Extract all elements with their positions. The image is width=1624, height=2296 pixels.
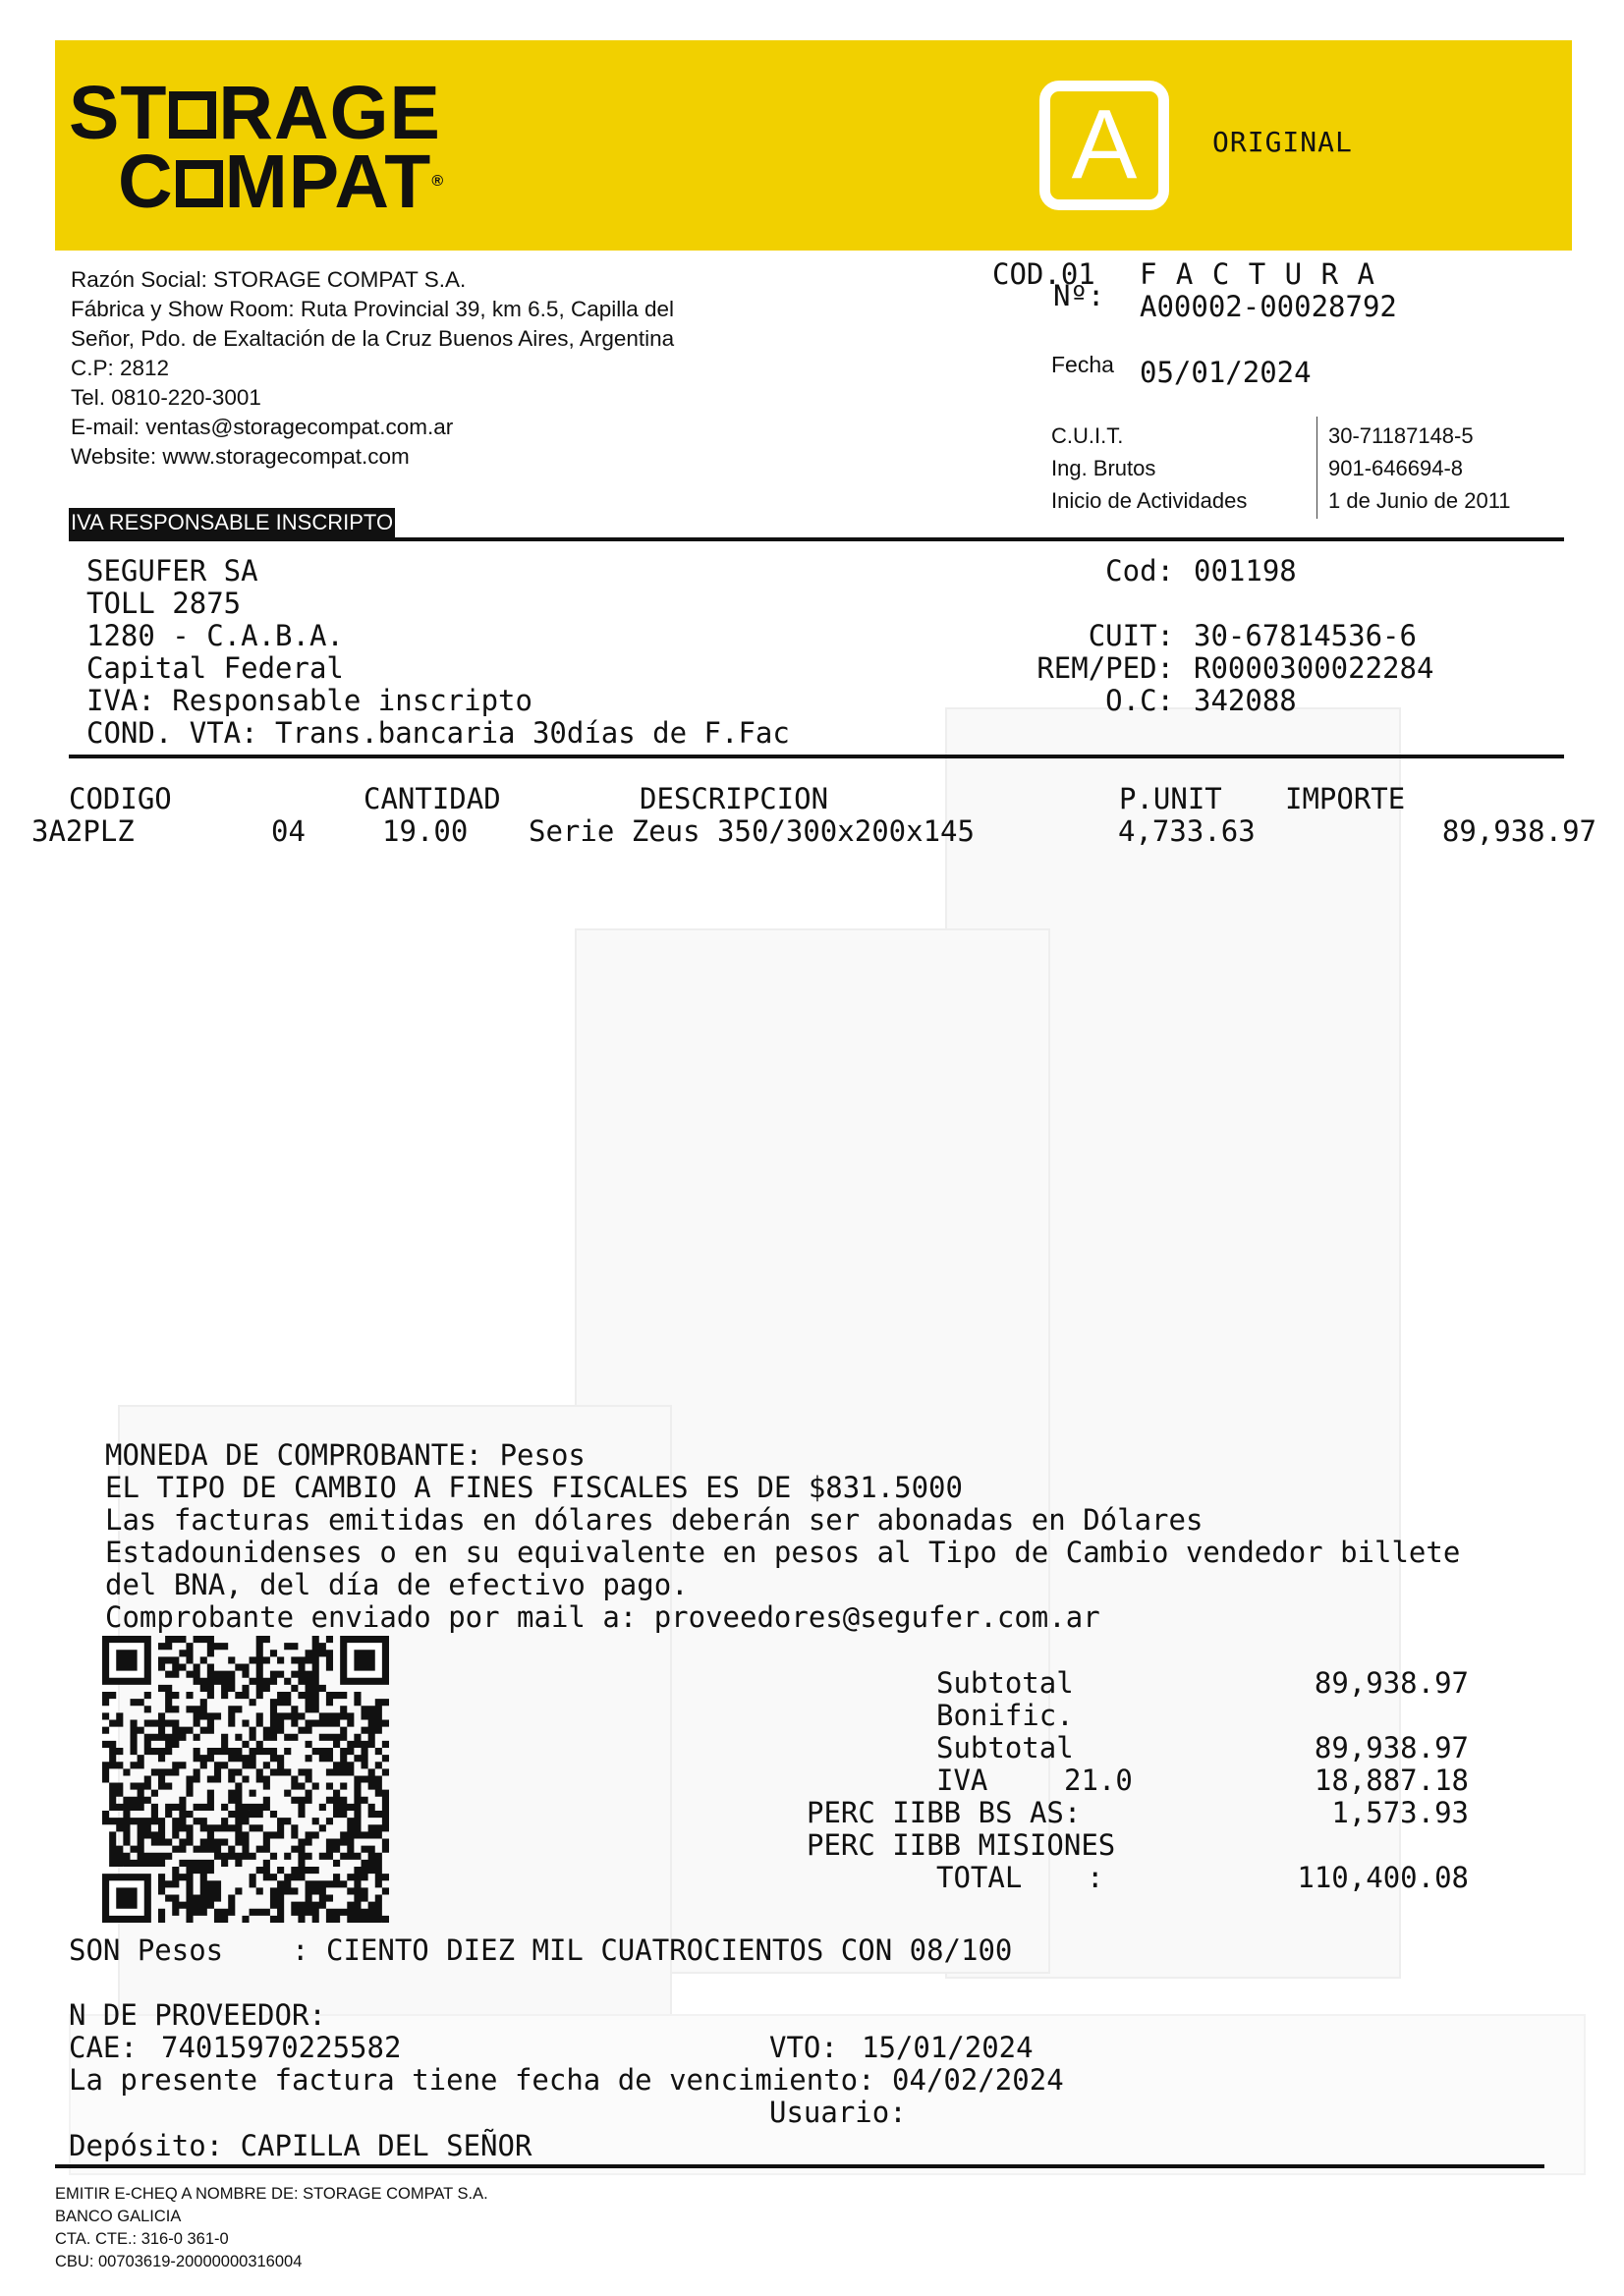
deposito: Depósito: CAPILLA DEL SEÑOR: [69, 2129, 532, 2162]
company-logo: ST RAGE C MPAT®: [69, 71, 445, 224]
invoice-date: 05/01/2024: [1140, 356, 1312, 389]
date-label: Fecha: [1051, 352, 1114, 377]
due-date-note: La presente factura tiene fecha de vencimiento: 04/02/2024: [69, 2063, 1064, 2097]
note-line: Las facturas emitidas en dólares deberán ser abonadas en Dólares: [105, 1503, 1204, 1537]
copy-label: ORIGINAL: [1212, 126, 1353, 158]
col-header-punit: P.UNIT: [1119, 782, 1222, 815]
subtotal2-value: 89,938.97: [1314, 1731, 1469, 1764]
note-line: del BNA, del día de efectivo pago.: [105, 1568, 689, 1601]
bonific-label: Bonific.: [936, 1699, 1074, 1732]
col-header-descripcion: DESCRIPCION: [640, 782, 829, 815]
vto-label: VTO:: [769, 2031, 838, 2064]
tax-id-labels: C.U.I.T. Ing. Brutos Inicio de Actividades: [1051, 423, 1248, 513]
total-value: 110,400.08: [1297, 1861, 1469, 1894]
footer-divider: [55, 2164, 1544, 2168]
cell-descripcion: Serie Zeus 350/300x200x145: [529, 814, 975, 848]
company-info-line: Website: www.storagecompat.com: [71, 444, 410, 469]
qr-code: [102, 1636, 389, 1923]
company-info-line: C.P: 2812: [71, 356, 170, 380]
note-line: Comprobante enviado por mail a: proveedores@segufer.com.ar: [105, 1600, 1100, 1634]
number-label: Nº:: [1053, 279, 1105, 312]
perc-bsas-label: PERC IIBB BS AS:: [807, 1796, 1082, 1829]
total-separator: :: [1087, 1861, 1104, 1894]
client-name: SEGUFER SA: [86, 554, 258, 588]
qr-finder-pattern: [102, 1636, 151, 1685]
table-row: [0, 815, 1624, 851]
qr-finder-pattern: [340, 1636, 389, 1685]
proveedor-label: N DE PROVEEDOR:: [69, 1998, 326, 2032]
bank-details: [55, 2183, 488, 2273]
iva-condition-badge: IVA RESPONSABLE INSCRIPTO: [69, 508, 395, 537]
client-refs-values: 001198 30-67814536-6 R0000300022284 342088: [1194, 554, 1434, 717]
subtotal-label: Subtotal: [936, 1666, 1074, 1700]
cae-label: CAE:: [69, 2031, 138, 2064]
company-info-line: E-mail: ventas@storagecompat.com.ar: [71, 415, 454, 439]
usuario-label: Usuario:: [769, 2096, 907, 2129]
client-refs-labels: Cod: CUIT: REM/PED: O.C:: [1036, 554, 1174, 717]
cell-cantidad: 19.00: [382, 814, 469, 848]
client-address: TOLL 2875: [86, 587, 242, 620]
client-city: 1280 - C.A.B.A.: [86, 619, 344, 652]
note-line: MONEDA DE COMPROBANTE: Pesos: [105, 1438, 586, 1472]
client-iva: IVA: Responsable inscripto: [86, 684, 532, 717]
col-header-codigo: CODIGO: [69, 782, 172, 815]
cae-value: 74015970225582: [161, 2031, 402, 2064]
cell-importe: 89,938.97: [1441, 814, 1596, 848]
perc-bsas-value: 1,573.93: [1331, 1796, 1469, 1829]
bank-line: CTA. CTE.: 316-0 361-0: [55, 2230, 229, 2248]
col-header-importe: IMPORTE: [1285, 782, 1406, 815]
qr-finder-pattern: [102, 1874, 151, 1923]
client-payment-condition: COND. VTA: Trans.bancaria 30días de F.Fac: [86, 716, 790, 750]
vto-value: 15/01/2024: [862, 2031, 1034, 2064]
company-info-line: Señor, Pdo. de Exaltación de la Cruz Buenos Aires, Argentina: [71, 326, 675, 351]
total-label: TOTAL: [936, 1861, 1023, 1894]
cell-sub: 04: [271, 814, 306, 848]
company-info-line: Razón Social: STORAGE COMPAT S.A.: [71, 267, 467, 292]
invoice-type: F A C T U R A: [1140, 257, 1375, 291]
note-line: Estadounidenses o en su equivalente en pesos al Tipo de Cambio vendedor billete: [105, 1536, 1461, 1569]
subtotal2-label: Subtotal: [936, 1731, 1074, 1764]
iva-value: 18,887.18: [1314, 1764, 1469, 1797]
son-label: SON Pesos: [69, 1933, 224, 1967]
iva-rate: 21.0: [1064, 1764, 1133, 1797]
client-divider: [69, 755, 1564, 758]
client-province: Capital Federal: [86, 651, 344, 685]
son-separator: :: [292, 1933, 309, 1967]
invoice-letter-box: A: [1039, 81, 1169, 210]
bank-line: BANCO GALICIA: [55, 2208, 182, 2225]
subtotal-value: 89,938.97: [1314, 1666, 1469, 1700]
iva-label: IVA: [936, 1764, 988, 1797]
cell-codigo: 3A2PLZ: [31, 814, 135, 848]
note-line: EL TIPO DE CAMBIO A FINES FISCALES ES DE $831.5000: [105, 1471, 963, 1504]
header-divider: [69, 537, 1564, 541]
tax-id-values: 30-71187148-5 901-646694-8 1 de Junio de 2011: [1328, 423, 1511, 513]
cod-label: COD.01: [992, 257, 1095, 291]
tax-id-divider: [1316, 417, 1317, 519]
client-block: [86, 555, 790, 750]
notes-block: [105, 1439, 1460, 1634]
company-info: [71, 265, 674, 472]
bank-line: EMITIR E-CHEQ A NOMBRE DE: STORAGE COMPAT S.A.: [55, 2185, 488, 2203]
col-header-cantidad: CANTIDAD: [364, 782, 501, 815]
company-info-line: Fábrica y Show Room: Ruta Provincial 39, km 6.5, Capilla del: [71, 297, 675, 321]
cell-punit: 4,733.63: [1118, 814, 1256, 848]
invoice-number: A00002-00028792: [1140, 290, 1397, 323]
perc-misiones-label: PERC IIBB MISIONES: [807, 1828, 1116, 1862]
company-info-line: Tel. 0810-220-3001: [71, 385, 261, 410]
son-text: CIENTO DIEZ MIL CUATROCIENTOS CON 08/100: [326, 1933, 1013, 1967]
bank-line: CBU: 00703619-20000000316004: [55, 2253, 303, 2270]
